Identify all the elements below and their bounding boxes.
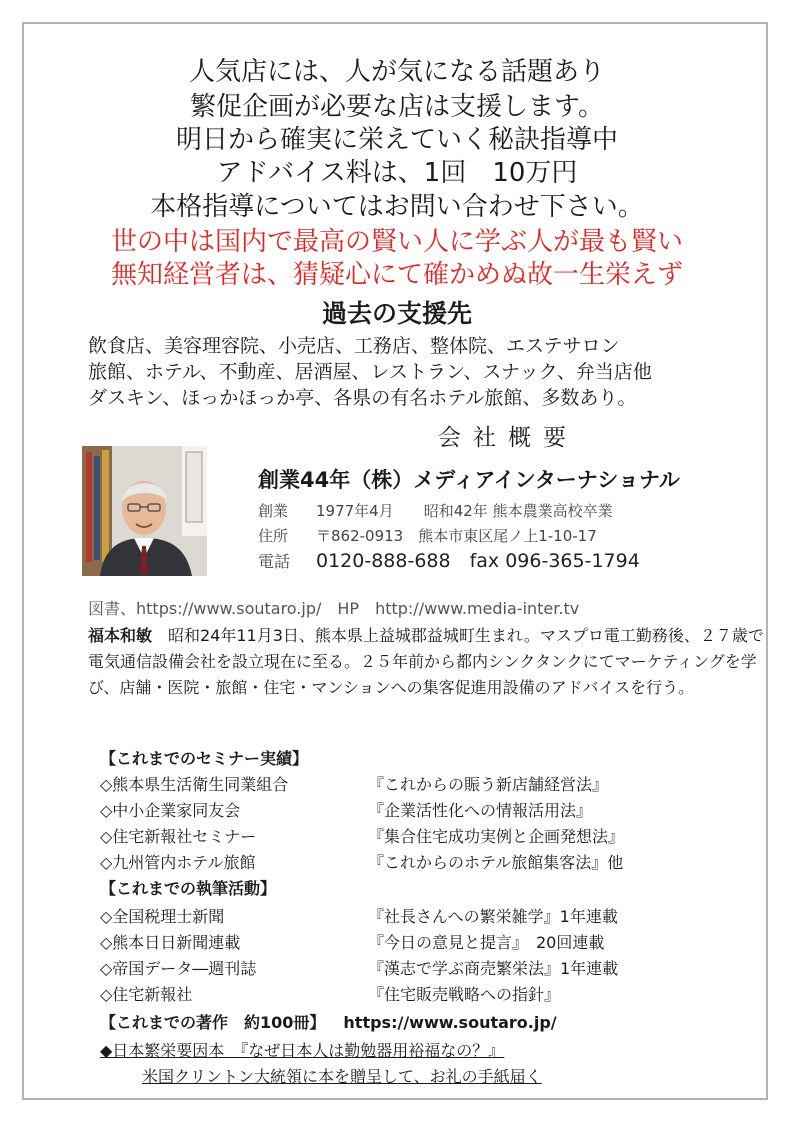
seminar-item: ◇熊本県生活衛生同業組合 『これからの賑う新店舗経営法』: [100, 775, 609, 794]
books-title: [100, 1012, 557, 1034]
writing-item: ◇熊本日日新聞連載 『今日の意見と提言』 20回連載: [100, 933, 605, 952]
company-heading: 会社概要: [438, 425, 578, 451]
book-highlight-2: 米国クリントン大統領に本を贈呈して、お礼の手紙届く: [142, 1067, 542, 1086]
headline-1: 人気店には、人が気になる話題あり: [188, 57, 605, 87]
writing-item: ◇住宅新報社 『住宅販売戦略への指針』: [100, 985, 561, 1004]
phone-value: 0120-888-688 fax 096-365-1794: [316, 550, 640, 572]
headline-3: 明日から確実に栄えていく秘訣指導中: [175, 125, 618, 155]
founded-value: 1977年4月 昭和42年 熊本農業高校卒業: [316, 502, 613, 520]
headline-4: アドバイス料は、1回 10万円: [216, 158, 578, 188]
headline-5: 本格指導についてはお問い合わせ下さい。: [150, 192, 644, 222]
address-value: 〒862-0913 熊本市東区尾ノ上1-10-17: [316, 527, 597, 545]
bio-text: 昭和24年11月3日、熊本県上益城郡益城町生まれ。マスプロ電工勤務後、２７歳で電気通信設備会社を設立現在に至る。２５年前から都内シンクタンクにてマーケティングを学び、店舗・医院・旅館・住宅・マンションへの集客促進用設備のアドバイスを行う。: [88, 626, 764, 697]
founded-label: 創業: [258, 502, 289, 520]
seminar-item: ◇九州管内ホテル旅館 『これからのホテル旅館集客法』他: [100, 853, 624, 872]
writing-item: ◇全国税理士新聞 『社長さんへの繁栄雑学』1年連載: [100, 907, 618, 926]
red-line-2: 無知経営者は、猜疑心にて確かめぬ故一生栄えず: [110, 260, 683, 290]
address-label: 住所: [258, 527, 289, 545]
company-phone: [258, 550, 640, 573]
bio-paragraph: [88, 623, 768, 701]
clients-title: 過去の支援先: [321, 299, 472, 328]
headline-2: 繁促企画が必要な店は支援します。: [190, 92, 604, 122]
portrait-photo-icon: [82, 446, 207, 576]
seminar-item: ◇中小企業家同友会 『企業活性化への情報活用法』: [100, 801, 593, 820]
urls-line: 図書、https://www.soutaro.jp/ HP http://www.media-inter.tv: [88, 599, 580, 618]
writing-item: ◇帝国データ―週刊誌 『漢志で学ぶ商売繁栄法』1年連載: [100, 959, 619, 978]
bio-name: 福本和敏: [88, 626, 153, 645]
red-line-1: 世の中は国内で最高の賢い人に学ぶ人が最も賢い: [110, 227, 683, 257]
company-founded: [258, 500, 613, 522]
phone-label: 電話: [258, 552, 291, 571]
client-line-3: ダスキン、ほっかほっか亭、各県の有名ホテル旅館、多数あり。: [88, 387, 637, 409]
seminar-item: ◇住宅新報社セミナー 『集合住宅成功実例と企画発想法』: [100, 827, 625, 846]
client-line-1: 飲食店、美容理容院、小売店、工務店、整体院、エステサロン: [88, 335, 620, 357]
seminars-title: 【これまでのセミナー実績】: [100, 749, 309, 768]
books-title-text: 【これまでの著作 約100冊】: [100, 1013, 326, 1032]
company-name: 創業44年（株）メディアインターナショナル: [258, 468, 680, 492]
client-line-2: 旅館、ホテル、不動産、居酒屋、レストラン、スナック、弁当店他: [88, 361, 652, 383]
company-address: [258, 525, 597, 547]
writings-title: 【これまでの執筆活動】: [100, 879, 277, 898]
books-url[interactable]: https://www.soutaro.jp/: [343, 1013, 557, 1032]
book-highlight-1: ◆日本繁栄要因本 『なぜ日本人は勤勉器用裕福なの？』: [100, 1041, 505, 1060]
